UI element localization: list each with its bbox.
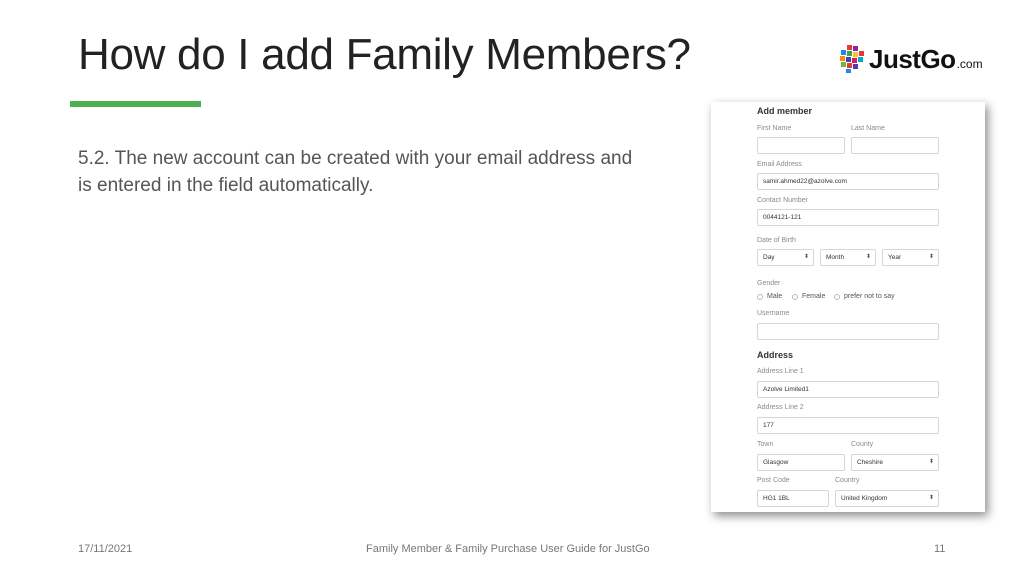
county-value: Cheshire — [857, 459, 884, 466]
month-chevron-icon: ⬍ — [865, 254, 871, 260]
slide-title: How do I add Family Members? — [78, 30, 691, 79]
year-select[interactable] — [882, 249, 939, 266]
county-select[interactable] — [851, 454, 939, 471]
country-select[interactable] — [835, 490, 939, 507]
email-field[interactable]: samir.ahmed22@azolve.com — [757, 173, 939, 190]
last-name-label: Last Name — [851, 125, 885, 132]
gender-female-radio[interactable] — [792, 293, 825, 300]
year-chevron-icon: ⬍ — [928, 254, 934, 260]
town-field[interactable]: Glasgow — [757, 454, 845, 471]
radio-circle-icon — [834, 294, 840, 300]
day-value: Day — [763, 254, 775, 261]
last-name-field[interactable] — [851, 137, 939, 154]
address1-field[interactable]: Azolve Limited1 — [757, 381, 939, 398]
footer-date: 17/11/2021 — [78, 543, 133, 555]
add-member-form — [711, 102, 985, 512]
address2-field[interactable]: 177 — [757, 417, 939, 434]
address1-label: Address Line 1 — [757, 368, 804, 375]
logo-suffix: .com — [956, 57, 983, 71]
page-number: 11 — [934, 543, 946, 555]
county-chevron-icon: ⬍ — [928, 459, 934, 465]
footer-title: Family Member & Family Purchase User Guide for JustGo — [366, 543, 650, 555]
radio-circle-icon — [757, 294, 763, 300]
month-value: Month — [826, 254, 845, 261]
first-name-label: First Name — [757, 125, 792, 132]
address-heading: Address — [757, 350, 794, 360]
username-label: Username — [757, 310, 790, 317]
contact-field[interactable]: 0044121-121 — [757, 209, 939, 226]
gender-prefer-not-label: prefer not to say — [844, 293, 895, 300]
postcode-field[interactable]: HG1 1BL — [757, 490, 829, 507]
gender-male-label: Male — [767, 293, 783, 300]
first-name-field[interactable] — [757, 137, 845, 154]
contact-label: Contact Number — [757, 197, 808, 204]
country-value: United Kingdom — [841, 495, 888, 502]
postcode-label: Post Code — [757, 477, 790, 484]
justgo-logo — [838, 42, 983, 76]
email-label: Email Address — [757, 161, 802, 168]
day-chevron-icon: ⬍ — [803, 254, 809, 260]
form-heading: Add member — [757, 106, 813, 116]
country-chevron-icon: ⬍ — [928, 495, 934, 501]
town-label: Town — [757, 441, 774, 448]
logo-name: JustGo — [869, 43, 956, 74]
username-field[interactable] — [757, 323, 939, 340]
month-select[interactable] — [820, 249, 876, 266]
address2-label: Address Line 2 — [757, 404, 804, 411]
county-label: County — [851, 441, 874, 448]
justgo-cube-icon — [838, 44, 866, 74]
gender-male-radio[interactable] — [757, 293, 782, 300]
gender-prefer-not-radio[interactable] — [834, 293, 895, 300]
dob-label: Date of Birth — [757, 237, 796, 244]
slide-body — [78, 145, 638, 199]
day-select[interactable] — [757, 249, 814, 266]
country-label: Country — [835, 477, 860, 484]
gender-female-label: Female — [802, 293, 826, 300]
title-underline — [70, 101, 201, 107]
radio-circle-icon — [792, 294, 798, 300]
gender-label: Gender — [757, 280, 781, 287]
year-value: Year — [888, 254, 902, 261]
body-paragraph: 5.2. The new account can be created with your email address and is entered in the field automatically. — [78, 148, 633, 196]
